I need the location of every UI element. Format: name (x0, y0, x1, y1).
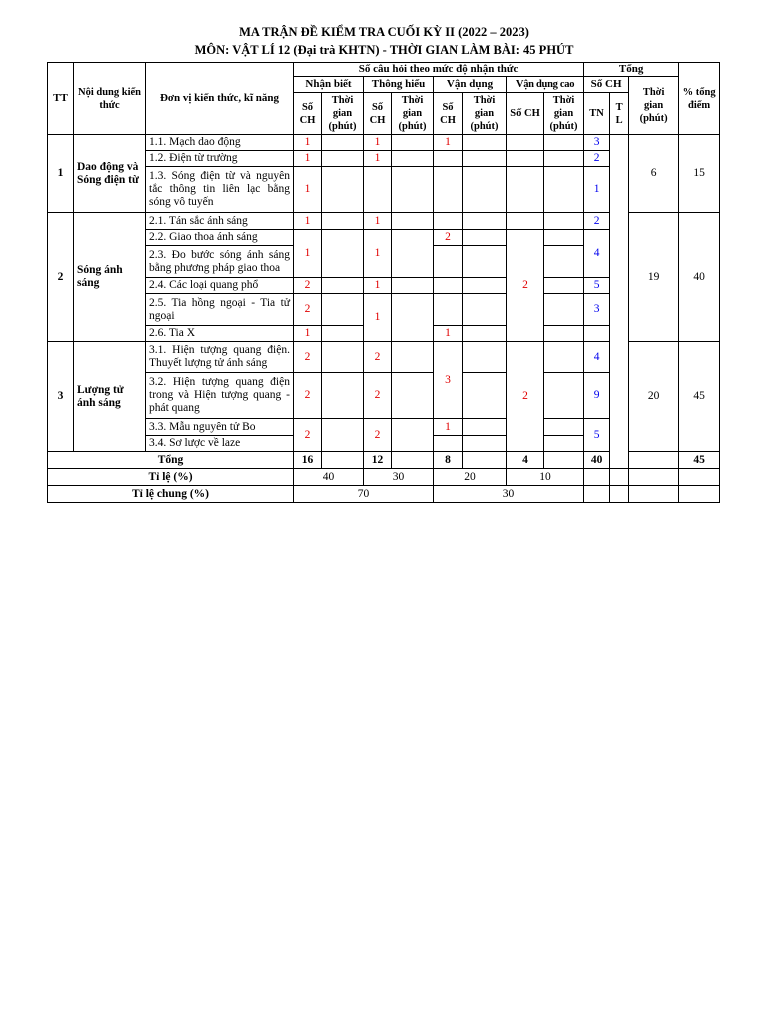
vdc-time (544, 151, 584, 167)
vd-count: 1 (434, 419, 463, 436)
unit-name: 2.3. Đo bước sóng ánh sáng bằng phương pháp giao thoa (146, 246, 294, 278)
vd-time (463, 326, 507, 342)
table-row (48, 135, 720, 151)
th-count: 1 (364, 294, 392, 342)
vdc-time (544, 419, 584, 436)
vdc-count: 2 (507, 342, 544, 452)
section-percent: 40 (679, 213, 720, 342)
ratio-common-low: 70 (294, 486, 434, 503)
header-content: Nội dung kiến thức (74, 63, 146, 135)
vd-count (434, 151, 463, 167)
vdc-time (544, 278, 584, 294)
th-time (392, 373, 434, 419)
header-nb-so-ch: Số CH (294, 93, 322, 135)
nb-time (322, 373, 364, 419)
vdc-count (507, 135, 544, 151)
ratio-common-high: 30 (434, 486, 584, 503)
vdc-time (544, 135, 584, 151)
ratio-time (629, 469, 679, 486)
vdc-count (544, 326, 584, 342)
vd-time (463, 436, 507, 452)
header-th-so-ch: Số CH (364, 93, 392, 135)
header-nhan-biet: Nhận biết (294, 77, 364, 93)
vd-count: 3 (434, 342, 463, 419)
exam-matrix-table (47, 62, 720, 503)
ratio-common-tl (610, 486, 629, 503)
nb-count: 1 (294, 167, 322, 213)
total-nb-time (322, 452, 364, 469)
section-name: Lượng tử ánh sáng (74, 342, 146, 452)
vdc-count (507, 167, 544, 213)
section-name: Sóng ánh sáng (74, 213, 146, 342)
ratio-th: 30 (364, 469, 434, 486)
vd-count: 1 (434, 326, 463, 342)
tn-count: 5 (584, 278, 610, 294)
totals-label: Tổng (48, 452, 294, 469)
nb-count: 1 (294, 135, 322, 151)
vdc-time (584, 326, 610, 342)
vd-time (463, 135, 507, 151)
unit-name: 3.3. Mẫu nguyên tử Bo (146, 419, 294, 436)
th-count: 1 (364, 151, 392, 167)
vd-count: 2 (434, 230, 463, 246)
total-vd: 8 (434, 452, 463, 469)
nb-time (322, 326, 364, 342)
vd-count (434, 246, 463, 278)
th-count (364, 167, 392, 213)
vd-time (463, 342, 507, 373)
th-count: 1 (364, 278, 392, 294)
ratio-vdc: 10 (507, 469, 584, 486)
nb-time (322, 135, 364, 151)
th-count: 2 (364, 373, 392, 419)
vdc-time (544, 230, 584, 246)
th-time (392, 167, 434, 213)
ratio-percent (679, 469, 720, 486)
section-total-time: 20 (629, 342, 679, 452)
unit-name: 1.1. Mạch dao động (146, 135, 294, 151)
tn-count: 2 (584, 213, 610, 230)
nb-count: 1 (294, 151, 322, 167)
nb-count: 1 (294, 326, 322, 342)
ratio-common-label: Tỉ lệ chung (%) (48, 486, 294, 503)
header-total-group: Tổng (584, 63, 679, 77)
header-van-dung: Vận dụng (434, 77, 507, 93)
vd-count (434, 167, 463, 213)
vd-time (463, 167, 507, 213)
unit-name: 2.5. Tia hồng ngoại - Tia tử ngoại (146, 294, 294, 326)
nb-count: 2 (294, 278, 322, 294)
total-vdc: 4 (507, 452, 544, 469)
th-count: 1 (364, 213, 392, 230)
vd-count (434, 213, 463, 230)
header-vdc-so-ch: Số CH (507, 93, 544, 135)
header-levels-group: Số câu hỏi theo mức độ nhận thức (294, 63, 584, 77)
total-time: 45 (679, 452, 720, 469)
header-row-1 (48, 63, 720, 77)
th-time (392, 278, 434, 294)
th-count: 2 (364, 342, 392, 373)
th-time (392, 294, 434, 342)
th-time (392, 419, 434, 452)
vdc-time (544, 342, 584, 373)
unit-name: 2.2. Giao thoa ánh sáng (146, 230, 294, 246)
th-count: 1 (364, 135, 392, 151)
vdc-time (544, 373, 584, 419)
nb-count: 1 (294, 230, 322, 278)
unit-name: 3.4. Sơ lược về laze (146, 436, 294, 452)
total-tn: 40 (584, 452, 610, 469)
vdc-count (507, 213, 544, 230)
total-th: 12 (364, 452, 392, 469)
section-number: 3 (48, 342, 74, 452)
vdc-time (544, 436, 584, 452)
section-percent: 45 (679, 342, 720, 452)
header-tl: T L (610, 93, 629, 135)
unit-name: 3.1. Hiện tượng quang điện. Thuyết lượng tử ánh sáng (146, 342, 294, 373)
vd-count (434, 294, 463, 326)
ratio-common-tn (584, 486, 610, 503)
tn-count: 1 (584, 167, 610, 213)
header-th-time: Thời gian (phút) (392, 93, 434, 135)
tn-count: 5 (584, 419, 610, 452)
th-time (392, 213, 434, 230)
header-vd-so-ch: Số CH (434, 93, 463, 135)
nb-time (322, 151, 364, 167)
vd-time (463, 373, 507, 419)
nb-time (322, 294, 364, 326)
header-tt: TT (48, 63, 74, 135)
document-subtitle: MÔN: VẬT LÍ 12 (Đại trà KHTN) - THỜI GIAN LÀM BÀI: 45 PHÚT (194, 43, 574, 57)
unit-name: 2.6. Tia X (146, 326, 294, 342)
vd-time (463, 246, 507, 278)
nb-time (322, 278, 364, 294)
header-van-dung-cao: Vận dụng cao (507, 77, 584, 93)
document-title: MA TRẬN ĐỀ KIỂM TRA CUỐI KỲ II (2022 – 2023) (239, 25, 529, 39)
vdc-count (507, 151, 544, 167)
header-percent: % tổng điểm (679, 63, 720, 135)
vdc-time (544, 213, 584, 230)
nb-count: 2 (294, 373, 322, 419)
ratio-vd: 20 (434, 469, 507, 486)
ratio-nb: 40 (294, 469, 364, 486)
nb-time (322, 167, 364, 213)
vd-time (463, 294, 507, 326)
header-total-time: Thời gian (phút) (629, 77, 679, 135)
header-so-ch-group: Số CH (584, 77, 629, 93)
ratio-label: Tỉ lệ (%) (48, 469, 294, 486)
tl-column (610, 135, 629, 469)
vd-time (463, 278, 507, 294)
total-nb: 16 (294, 452, 322, 469)
section-number: 1 (48, 135, 74, 213)
section-number: 2 (48, 213, 74, 342)
tn-count: 3 (584, 294, 610, 326)
vd-count (434, 436, 463, 452)
vd-count: 1 (434, 135, 463, 151)
header-vdc-time: Thời gian (phút) (544, 93, 584, 135)
ratio-tl (610, 469, 629, 486)
vd-time (463, 419, 507, 436)
header-nb-time: Thời gian (phút) (322, 93, 364, 135)
nb-count: 2 (294, 342, 322, 373)
total-th-time (392, 452, 434, 469)
total-tl (629, 452, 679, 469)
unit-name: 3.2. Hiện tượng quang điện trong và Hiện tượng quang - phát quang (146, 373, 294, 419)
tn-count: 4 (584, 342, 610, 373)
ratio-common-percent (679, 486, 720, 503)
nb-count: 2 (294, 294, 322, 326)
th-time (392, 151, 434, 167)
header-thong-hieu: Thông hiểu (364, 77, 434, 93)
nb-time (322, 419, 364, 452)
section-total-time: 6 (629, 135, 679, 213)
th-count: 1 (364, 230, 392, 278)
unit-name: 1.2. Điện từ trường (146, 151, 294, 167)
vdc-time (544, 294, 584, 326)
total-vd-time (463, 452, 507, 469)
vd-time (463, 213, 507, 230)
tn-count: 3 (584, 135, 610, 151)
vdc-time (544, 246, 584, 278)
vdc-count: 2 (507, 230, 544, 342)
th-time (392, 135, 434, 151)
header-tn: TN (584, 93, 610, 135)
nb-count: 1 (294, 213, 322, 230)
unit-name: 1.3. Sóng điện từ và nguyên tắc thông tin liên lạc bằng sóng vô tuyến (146, 167, 294, 213)
ratio-row (48, 469, 720, 486)
nb-time (322, 342, 364, 373)
unit-name: 2.4. Các loại quang phổ (146, 278, 294, 294)
section-name: Dao động và Sóng điện từ (74, 135, 146, 213)
ratio-common-time (629, 486, 679, 503)
th-time (392, 342, 434, 373)
vd-count (434, 278, 463, 294)
ratio-common-row (48, 486, 720, 503)
header-vd-time: Thời gian (phút) (463, 93, 507, 135)
vd-time (463, 151, 507, 167)
tn-count: 9 (584, 373, 610, 419)
section-total-time: 19 (629, 213, 679, 342)
total-vdc-time (544, 452, 584, 469)
nb-time (322, 213, 364, 230)
vd-time (463, 230, 507, 246)
unit-name: 2.1. Tán sắc ánh sáng (146, 213, 294, 230)
th-count: 2 (364, 419, 392, 452)
ratio-tn (584, 469, 610, 486)
header-unit: Đơn vị kiến thức, kĩ năng (146, 63, 294, 135)
nb-time (322, 230, 364, 278)
tn-count: 2 (584, 151, 610, 167)
section-percent: 15 (679, 135, 720, 213)
vdc-time (544, 167, 584, 213)
th-time (392, 230, 434, 278)
tn-count: 4 (584, 230, 610, 278)
nb-count: 2 (294, 419, 322, 452)
